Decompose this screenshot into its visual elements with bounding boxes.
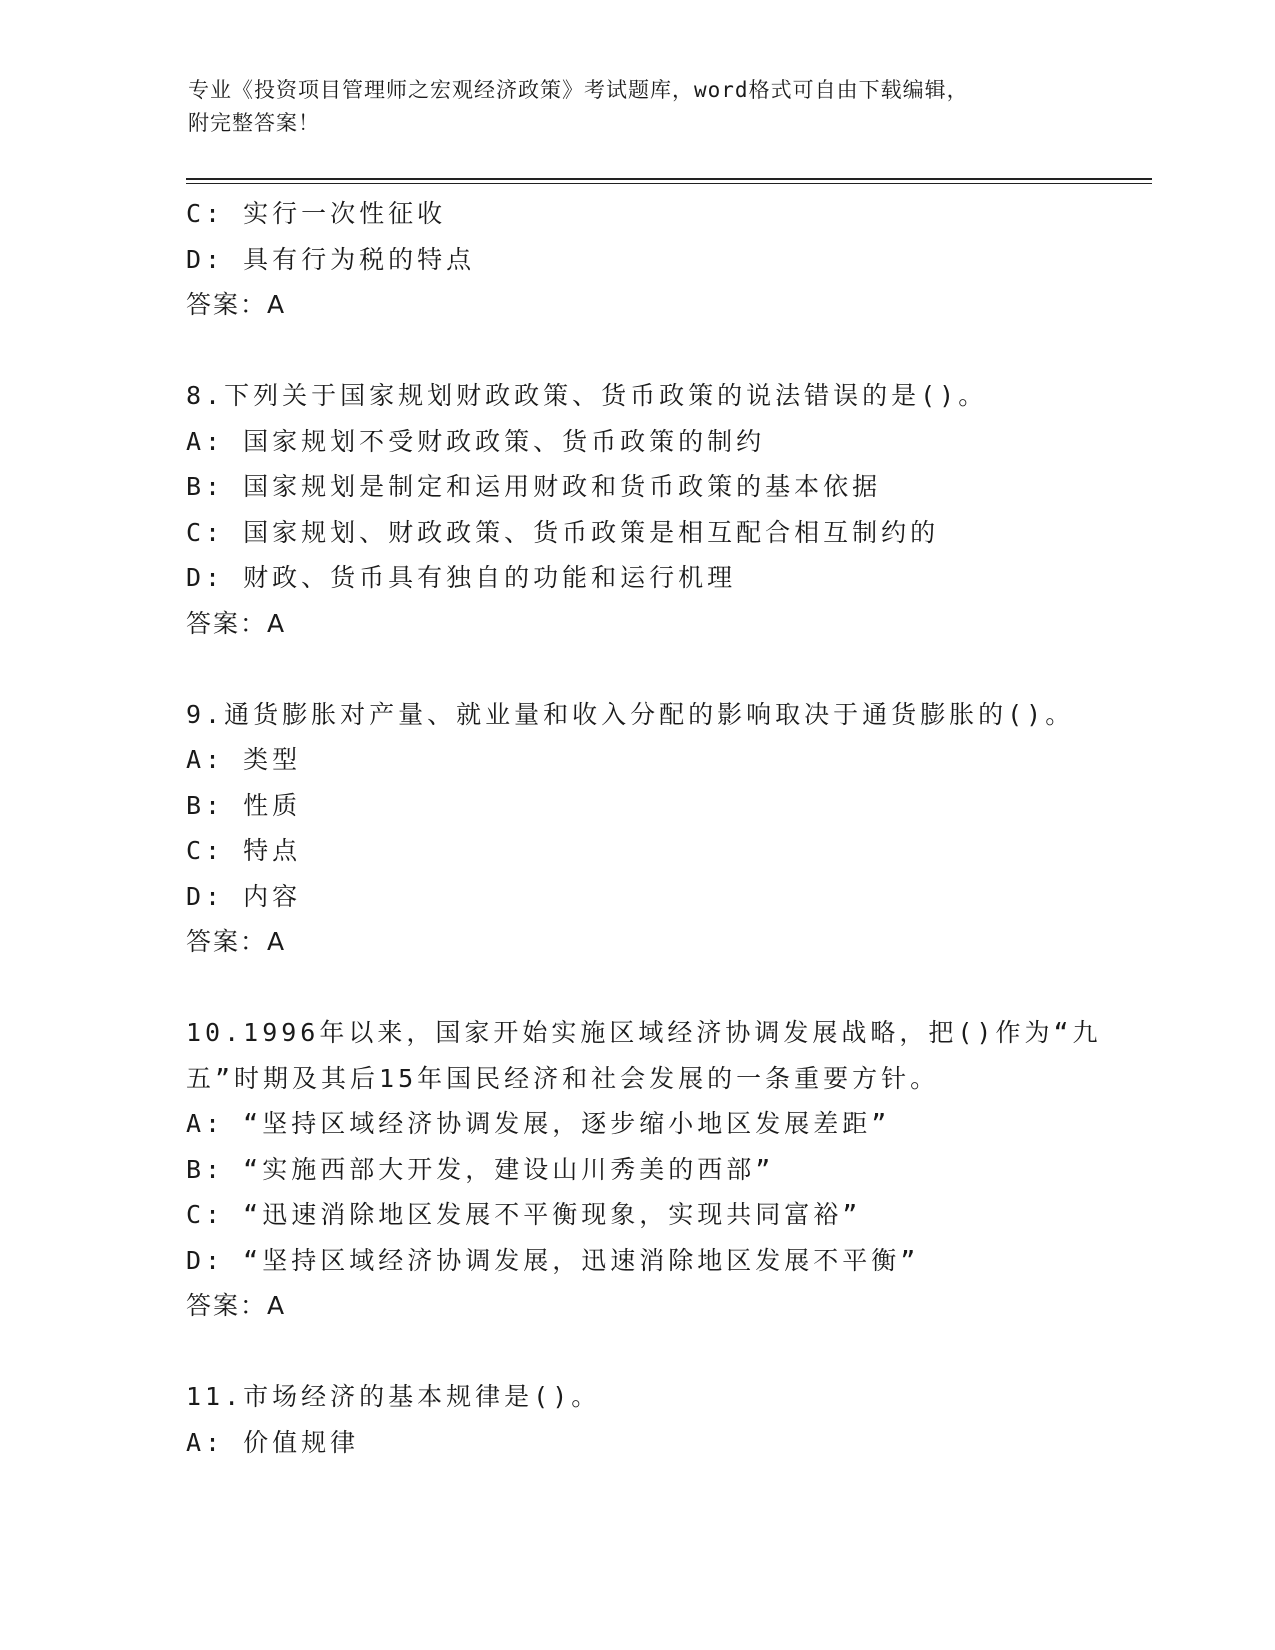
question-7-continued xyxy=(186,191,1146,328)
header-rule-thin xyxy=(186,183,1152,184)
option-c: C: 特点 xyxy=(186,836,302,865)
option-a: A: 价值规律 xyxy=(186,1427,360,1457)
option-d: D: 内容 xyxy=(186,881,302,911)
question-stem: 8.下列关于国家规划财政政策、货币政策的说法错误的是()。 xyxy=(186,381,988,410)
question-9 xyxy=(186,692,1146,965)
answer: 答案：A xyxy=(186,290,287,319)
answer: 答案：A xyxy=(186,927,287,956)
option-c: C: 国家规划、财政政策、货币政策是相互配合相互制约的 xyxy=(186,517,940,547)
question-11 xyxy=(186,1374,1146,1465)
header-line-1: 专业《投资项目管理师之宏观经济政策》考试题库，word格式可自由下载编辑， xyxy=(188,78,969,102)
question-stem: 9.通货膨胀对产量、就业量和收入分配的影响取决于通货膨胀的()。 xyxy=(186,699,1075,729)
question-10 xyxy=(186,1010,1146,1329)
answer: 答案：A xyxy=(186,1291,287,1320)
option-b: B: “实施西部大开发，建设山川秀美的西部” xyxy=(186,1154,775,1184)
option-a: A: 国家规划不受财政政策、货币政策的制约 xyxy=(186,426,766,456)
document-header xyxy=(188,74,1088,140)
question-stem-line-1: 10.1996年以来，国家开始实施区域经济协调发展战略，把()作为“九 xyxy=(186,1018,1102,1047)
question-8 xyxy=(186,373,1146,646)
option-d: D: 财政、货币具有独自的功能和运行机理 xyxy=(186,563,737,592)
option-a: A: 类型 xyxy=(186,745,302,774)
question-stem-line-2: 五”时期及其后15年国民经济和社会发展的一条重要方针。 xyxy=(186,1063,940,1093)
option-c: C: 实行一次性征收 xyxy=(186,199,447,228)
question-stem: 11.市场经济的基本规律是()。 xyxy=(186,1382,601,1411)
question-list xyxy=(186,191,1146,1465)
header-line-2: 附完整答案！ xyxy=(188,111,320,135)
option-d: D: 具有行为税的特点 xyxy=(186,244,476,274)
option-b: B: 国家规划是制定和运用财政和货币政策的基本依据 xyxy=(186,472,882,501)
option-b: B: 性质 xyxy=(186,790,302,820)
header-rule-thick xyxy=(186,178,1152,180)
answer: 答案：A xyxy=(186,608,287,638)
option-d: D: “坚持区域经济协调发展，迅速消除地区发展不平衡” xyxy=(186,1245,920,1275)
option-a: A: “坚持区域经济协调发展，逐步缩小地区发展差距” xyxy=(186,1109,891,1138)
option-c: C: “迅速消除地区发展不平衡现象，实现共同富裕” xyxy=(186,1200,862,1229)
